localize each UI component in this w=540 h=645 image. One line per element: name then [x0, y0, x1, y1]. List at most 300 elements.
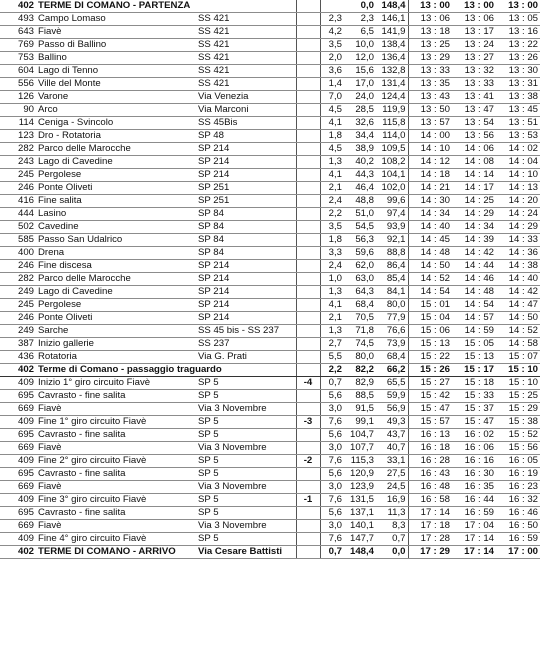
covered-distance-cell: 28,5: [344, 104, 376, 117]
road-cell: SP 214: [196, 286, 296, 299]
road-cell: Via 3 Novembre: [196, 403, 296, 416]
partial-distance-cell: 5,6: [320, 429, 344, 442]
time-fast-cell: 16 : 05: [496, 455, 540, 468]
table-row: [0, 143, 540, 156]
place-cell: Lago di Cavedine: [36, 286, 196, 299]
altitude-cell: 585: [0, 234, 36, 247]
place-cell: Fiavè: [36, 26, 196, 39]
time-fast-cell: 13 : 00: [496, 0, 540, 13]
remaining-distance-cell: 115,8: [376, 117, 408, 130]
road-cell: SS 421: [196, 78, 296, 91]
remaining-distance-cell: 136,4: [376, 52, 408, 65]
time-slow-cell: 15 : 22: [408, 351, 452, 364]
covered-distance-cell: 40,2: [344, 156, 376, 169]
time-fast-cell: 16 : 23: [496, 481, 540, 494]
partial-distance-cell: 3,0: [320, 403, 344, 416]
place-cell: Fiavè: [36, 481, 196, 494]
remaining-distance-cell: 131,4: [376, 78, 408, 91]
table-row: [0, 65, 540, 78]
covered-distance-cell: 51,0: [344, 208, 376, 221]
remaining-distance-cell: 59,9: [376, 390, 408, 403]
altitude-cell: 249: [0, 325, 36, 338]
remaining-distance-cell: 132,8: [376, 65, 408, 78]
road-cell: Via 3 Novembre: [196, 442, 296, 455]
remaining-distance-cell: 114,0: [376, 130, 408, 143]
partial-distance-cell: 0,7: [320, 546, 344, 559]
covered-distance-cell: 91,5: [344, 403, 376, 416]
covered-distance-cell: 68,4: [344, 299, 376, 312]
table-row: [0, 455, 540, 468]
time-slow-cell: 16 : 43: [408, 468, 452, 481]
lap-counter-cell: [296, 481, 320, 494]
lap-counter-cell: [296, 169, 320, 182]
time-fast-cell: 15 : 10: [496, 377, 540, 390]
time-medium-cell: 13 : 17: [452, 26, 496, 39]
time-fast-cell: 16 : 50: [496, 520, 540, 533]
time-medium-cell: 13 : 56: [452, 130, 496, 143]
time-fast-cell: 15 : 25: [496, 390, 540, 403]
place-cell: Parco delle Marocche: [36, 143, 196, 156]
partial-distance-cell: 1,3: [320, 286, 344, 299]
road-cell: SP 5: [196, 533, 296, 546]
road-cell: SP 214: [196, 169, 296, 182]
time-medium-cell: 13 : 00: [452, 0, 496, 13]
covered-distance-cell: 17,0: [344, 78, 376, 91]
road-cell: SP 214: [196, 312, 296, 325]
time-fast-cell: 15 : 56: [496, 442, 540, 455]
remaining-distance-cell: 85,4: [376, 273, 408, 286]
place-cell: Ballino: [36, 52, 196, 65]
place-cell: Cavedine: [36, 221, 196, 234]
time-slow-cell: 17 : 29: [408, 546, 452, 559]
lap-counter-cell: -2: [296, 455, 320, 468]
altitude-cell: 695: [0, 429, 36, 442]
altitude-cell: 402: [0, 364, 36, 377]
time-slow-cell: 16 : 28: [408, 455, 452, 468]
partial-distance-cell: 5,6: [320, 468, 344, 481]
lap-counter-cell: [296, 507, 320, 520]
road-cell: SP 5: [196, 494, 296, 507]
place-cell: Passo San Udalrico: [36, 234, 196, 247]
time-slow-cell: 15 : 01: [408, 299, 452, 312]
partial-distance-cell: 2,4: [320, 260, 344, 273]
partial-distance-cell: 1,3: [320, 156, 344, 169]
lap-counter-cell: [296, 143, 320, 156]
place-cell: Fine 1° giro circuito Fiavè: [36, 416, 196, 429]
table-row: [0, 494, 540, 507]
time-fast-cell: 14 : 02: [496, 143, 540, 156]
lap-counter-cell: [296, 273, 320, 286]
altitude-cell: 409: [0, 377, 36, 390]
remaining-distance-cell: 33,1: [376, 455, 408, 468]
remaining-distance-cell: 16,9: [376, 494, 408, 507]
time-medium-cell: 14 : 17: [452, 182, 496, 195]
place-cell: Inizio 1° giro circuito Fiavè: [36, 377, 196, 390]
time-slow-cell: 14 : 21: [408, 182, 452, 195]
table-row: [0, 286, 540, 299]
time-fast-cell: 15 : 52: [496, 429, 540, 442]
time-fast-cell: 14 : 40: [496, 273, 540, 286]
time-slow-cell: 13 : 33: [408, 65, 452, 78]
lap-counter-cell: [296, 247, 320, 260]
covered-distance-cell: 12,0: [344, 52, 376, 65]
time-fast-cell: 13 : 26: [496, 52, 540, 65]
table-row: [0, 156, 540, 169]
road-cell: Via 3 Novembre: [196, 481, 296, 494]
altitude-cell: 769: [0, 39, 36, 52]
altitude-cell: 402: [0, 546, 36, 559]
altitude-cell: 669: [0, 481, 36, 494]
time-fast-cell: 16 : 19: [496, 468, 540, 481]
remaining-distance-cell: 84,1: [376, 286, 408, 299]
covered-distance-cell: 48,8: [344, 195, 376, 208]
time-slow-cell: 14 : 00: [408, 130, 452, 143]
time-fast-cell: 13 : 51: [496, 117, 540, 130]
altitude-cell: 643: [0, 26, 36, 39]
remaining-distance-cell: 88,8: [376, 247, 408, 260]
road-cell: Via Venezia: [196, 91, 296, 104]
road-cell: SP 251: [196, 195, 296, 208]
altitude-cell: 502: [0, 221, 36, 234]
time-slow-cell: 15 : 26: [408, 364, 452, 377]
place-cell: Fiavè: [36, 403, 196, 416]
covered-distance-cell: 104,7: [344, 429, 376, 442]
altitude-cell: 604: [0, 65, 36, 78]
lap-counter-cell: -4: [296, 377, 320, 390]
road-cell: SP 84: [196, 234, 296, 247]
covered-distance-cell: 62,0: [344, 260, 376, 273]
time-slow-cell: 14 : 18: [408, 169, 452, 182]
altitude-cell: 246: [0, 312, 36, 325]
time-medium-cell: 16 : 59: [452, 507, 496, 520]
remaining-distance-cell: 97,4: [376, 208, 408, 221]
time-slow-cell: 17 : 14: [408, 507, 452, 520]
time-slow-cell: 16 : 48: [408, 481, 452, 494]
table-row: [0, 442, 540, 455]
time-fast-cell: 14 : 04: [496, 156, 540, 169]
time-slow-cell: 15 : 06: [408, 325, 452, 338]
time-slow-cell: 17 : 18: [408, 520, 452, 533]
altitude-cell: 669: [0, 520, 36, 533]
table-row: [0, 533, 540, 546]
partial-distance-cell: 5,6: [320, 507, 344, 520]
partial-distance-cell: 3,0: [320, 481, 344, 494]
road-cell: SP 84: [196, 247, 296, 260]
remaining-distance-cell: 8,3: [376, 520, 408, 533]
partial-distance-cell: 4,1: [320, 299, 344, 312]
table-row: [0, 312, 540, 325]
lap-counter-cell: [296, 338, 320, 351]
lap-counter-cell: [296, 195, 320, 208]
remaining-distance-cell: 109,5: [376, 143, 408, 156]
road-cell: SS 45 bis - SS 237: [196, 325, 296, 338]
place-cell: Lago di Tenno: [36, 65, 196, 78]
altitude-cell: 409: [0, 494, 36, 507]
table-row: [0, 247, 540, 260]
covered-distance-cell: 131,5: [344, 494, 376, 507]
road-cell: SS 421: [196, 26, 296, 39]
partial-distance-cell: 3,0: [320, 520, 344, 533]
place-cell: Terme di Comano - passaggio traguardo: [38, 364, 222, 376]
time-slow-cell: 13 : 29: [408, 52, 452, 65]
place-cell: Lago di Cavedine: [36, 156, 196, 169]
place-cell: Cavrasto - fine salita: [36, 429, 196, 442]
time-fast-cell: 14 : 36: [496, 247, 540, 260]
road-cell: SS 421: [196, 65, 296, 78]
covered-distance-cell: 2,3: [344, 13, 376, 26]
lap-counter-cell: [296, 13, 320, 26]
road-cell: SP 84: [196, 221, 296, 234]
remaining-distance-cell: 49,3: [376, 416, 408, 429]
table-row: [0, 104, 540, 117]
altitude-cell: 444: [0, 208, 36, 221]
time-medium-cell: 13 : 32: [452, 65, 496, 78]
road-cell: SP 5: [196, 429, 296, 442]
time-slow-cell: 16 : 18: [408, 442, 452, 455]
lap-counter-cell: [296, 546, 320, 559]
covered-distance-cell: 148,4: [344, 546, 376, 559]
partial-distance-cell: 2,2: [320, 364, 344, 377]
table-row: [0, 299, 540, 312]
partial-distance-cell: 5,6: [320, 390, 344, 403]
altitude-cell: 245: [0, 169, 36, 182]
time-fast-cell: 14 : 33: [496, 234, 540, 247]
table-row: [0, 520, 540, 533]
covered-distance-cell: 64,3: [344, 286, 376, 299]
partial-distance-cell: 1,8: [320, 234, 344, 247]
time-medium-cell: 14 : 34: [452, 221, 496, 234]
partial-distance-cell: 1,0: [320, 273, 344, 286]
lap-counter-cell: [296, 156, 320, 169]
lap-counter-cell: [296, 52, 320, 65]
altitude-cell: 556: [0, 78, 36, 91]
place-cell: Passo di Ballino: [36, 39, 196, 52]
time-medium-cell: 16 : 06: [452, 442, 496, 455]
time-medium-cell: 17 : 04: [452, 520, 496, 533]
remaining-distance-cell: 104,1: [376, 169, 408, 182]
time-fast-cell: 16 : 46: [496, 507, 540, 520]
road-cell: SS 45Bis: [196, 117, 296, 130]
time-fast-cell: 13 : 30: [496, 65, 540, 78]
partial-distance-cell: 4,5: [320, 104, 344, 117]
covered-distance-cell: 70,5: [344, 312, 376, 325]
remaining-distance-cell: 76,6: [376, 325, 408, 338]
remaining-distance-cell: 43,7: [376, 429, 408, 442]
remaining-distance-cell: 40,7: [376, 442, 408, 455]
lap-counter-cell: [296, 260, 320, 273]
time-fast-cell: 14 : 13: [496, 182, 540, 195]
covered-distance-cell: 38,9: [344, 143, 376, 156]
time-fast-cell: 13 : 05: [496, 13, 540, 26]
altitude-cell: 114: [0, 117, 36, 130]
time-slow-cell: 16 : 13: [408, 429, 452, 442]
partial-distance-cell: 4,1: [320, 117, 344, 130]
covered-distance-cell: 137,1: [344, 507, 376, 520]
partial-distance-cell: 2,1: [320, 312, 344, 325]
remaining-distance-cell: 77,9: [376, 312, 408, 325]
remaining-distance-cell: 27,5: [376, 468, 408, 481]
covered-distance-cell: 34,4: [344, 130, 376, 143]
covered-distance-cell: 107,7: [344, 442, 376, 455]
partial-distance-cell: 2,1: [320, 182, 344, 195]
table-row: [0, 130, 540, 143]
time-fast-cell: 13 : 31: [496, 78, 540, 91]
partial-distance-cell: 5,5: [320, 351, 344, 364]
remaining-distance-cell: 141,9: [376, 26, 408, 39]
partial-distance-cell: 2,4: [320, 195, 344, 208]
table-row: [0, 377, 540, 390]
lap-counter-cell: [296, 286, 320, 299]
remaining-distance-cell: 56,9: [376, 403, 408, 416]
table-row: [0, 416, 540, 429]
lap-counter-cell: [296, 130, 320, 143]
table-row: [0, 481, 540, 494]
time-fast-cell: 14 : 47: [496, 299, 540, 312]
remaining-distance-cell: 92,1: [376, 234, 408, 247]
remaining-distance-cell: 11,3: [376, 507, 408, 520]
road-cell: [196, 0, 296, 13]
table-row: [0, 364, 540, 377]
covered-distance-cell: 140,1: [344, 520, 376, 533]
time-medium-cell: 17 : 14: [452, 546, 496, 559]
partial-distance-cell: 3,6: [320, 65, 344, 78]
time-fast-cell: 15 : 38: [496, 416, 540, 429]
time-fast-cell: 14 : 29: [496, 221, 540, 234]
place-cell: Cavrasto - fine salita: [36, 390, 196, 403]
covered-distance-cell: 82,2: [344, 364, 376, 377]
time-slow-cell: 13 : 06: [408, 13, 452, 26]
place-cell: TERME DI COMANO - PARTENZA: [36, 0, 196, 13]
time-fast-cell: 13 : 22: [496, 39, 540, 52]
time-slow-cell: 15 : 57: [408, 416, 452, 429]
place-cell: Arco: [36, 104, 196, 117]
time-slow-cell: 13 : 00: [408, 0, 452, 13]
time-medium-cell: 14 : 57: [452, 312, 496, 325]
road-cell: SP 5: [196, 377, 296, 390]
remaining-distance-cell: 0,0: [376, 546, 408, 559]
table-row: [0, 546, 540, 559]
partial-distance-cell: 2,2: [320, 208, 344, 221]
place-cell: Ville del Monte: [36, 78, 196, 91]
altitude-cell: 669: [0, 442, 36, 455]
altitude-cell: 493: [0, 13, 36, 26]
time-slow-cell: 14 : 52: [408, 273, 452, 286]
road-cell: SP 5: [196, 468, 296, 481]
table-row: [0, 26, 540, 39]
time-slow-cell: 15 : 27: [408, 377, 452, 390]
partial-distance-cell: 1,8: [320, 130, 344, 143]
time-medium-cell: 15 : 13: [452, 351, 496, 364]
place-cell: Rotatoria: [36, 351, 196, 364]
table-row: [0, 403, 540, 416]
road-cell: SS 421: [196, 39, 296, 52]
partial-distance-cell: 2,0: [320, 52, 344, 65]
time-medium-cell: 14 : 29: [452, 208, 496, 221]
place-cell: Ponte Oliveti: [36, 312, 196, 325]
time-medium-cell: 14 : 54: [452, 299, 496, 312]
road-cell: SP 251: [196, 182, 296, 195]
table-row: [0, 468, 540, 481]
road-cell: Via 3 Novembre: [196, 520, 296, 533]
place-cell: Ponte Oliveti: [36, 182, 196, 195]
time-fast-cell: 13 : 45: [496, 104, 540, 117]
road-cell: SP 5: [196, 455, 296, 468]
covered-distance-cell: 74,5: [344, 338, 376, 351]
time-fast-cell: 14 : 24: [496, 208, 540, 221]
place-cell: Sarche: [36, 325, 196, 338]
time-medium-cell: 14 : 42: [452, 247, 496, 260]
time-medium-cell: 14 : 44: [452, 260, 496, 273]
time-medium-cell: 13 : 06: [452, 13, 496, 26]
lap-counter-cell: [296, 520, 320, 533]
time-medium-cell: 15 : 47: [452, 416, 496, 429]
time-slow-cell: 13 : 43: [408, 91, 452, 104]
table-row: [0, 221, 540, 234]
partial-distance-cell: 3,3: [320, 247, 344, 260]
altitude-cell: 246: [0, 260, 36, 273]
time-slow-cell: 17 : 28: [408, 533, 452, 546]
table-row: [0, 325, 540, 338]
lap-counter-cell: [296, 26, 320, 39]
lap-counter-cell: [296, 182, 320, 195]
time-fast-cell: 17 : 00: [496, 546, 540, 559]
time-fast-cell: 14 : 20: [496, 195, 540, 208]
covered-distance-cell: 80,0: [344, 351, 376, 364]
place-cell: Campo Lomaso: [36, 13, 196, 26]
partial-distance-cell: 3,5: [320, 221, 344, 234]
remaining-distance-cell: 119,9: [376, 104, 408, 117]
partial-distance-cell: 7,0: [320, 91, 344, 104]
time-fast-cell: 14 : 42: [496, 286, 540, 299]
time-fast-cell: 13 : 38: [496, 91, 540, 104]
partial-distance-cell: 7,6: [320, 455, 344, 468]
covered-distance-cell: 59,6: [344, 247, 376, 260]
remaining-distance-cell: 146,1: [376, 13, 408, 26]
time-fast-cell: 13 : 16: [496, 26, 540, 39]
table-row: [0, 13, 540, 26]
time-fast-cell: 16 : 59: [496, 533, 540, 546]
time-medium-cell: 13 : 47: [452, 104, 496, 117]
lap-counter-cell: [296, 0, 320, 13]
place-cell: Dro - Rotatoria: [36, 130, 196, 143]
lap-counter-cell: [296, 533, 320, 546]
covered-distance-cell: 99,1: [344, 416, 376, 429]
covered-distance-cell: 44,3: [344, 169, 376, 182]
place-cell: Cavrasto - fine salita: [36, 468, 196, 481]
lap-counter-cell: [296, 117, 320, 130]
covered-distance-cell: 15,6: [344, 65, 376, 78]
lap-counter-cell: -1: [296, 494, 320, 507]
altitude-cell: 400: [0, 247, 36, 260]
covered-distance-cell: 6,5: [344, 26, 376, 39]
remaining-distance-cell: 148,4: [376, 0, 408, 13]
table-row: [0, 182, 540, 195]
time-medium-cell: 16 : 30: [452, 468, 496, 481]
table-row: [0, 208, 540, 221]
table-row: [0, 273, 540, 286]
lap-counter-cell: [296, 364, 320, 377]
covered-distance-cell: 63,0: [344, 273, 376, 286]
lap-counter-cell: [296, 468, 320, 481]
remaining-distance-cell: 65,5: [376, 377, 408, 390]
road-cell: Via Cesare Battisti: [196, 546, 296, 559]
lap-counter-cell: [296, 208, 320, 221]
place-cell: Fine 3° giro circuito Fiavè: [36, 494, 196, 507]
remaining-distance-cell: 24,5: [376, 481, 408, 494]
place-cell: Lasino: [36, 208, 196, 221]
table-row: [0, 117, 540, 130]
time-medium-cell: 16 : 16: [452, 455, 496, 468]
